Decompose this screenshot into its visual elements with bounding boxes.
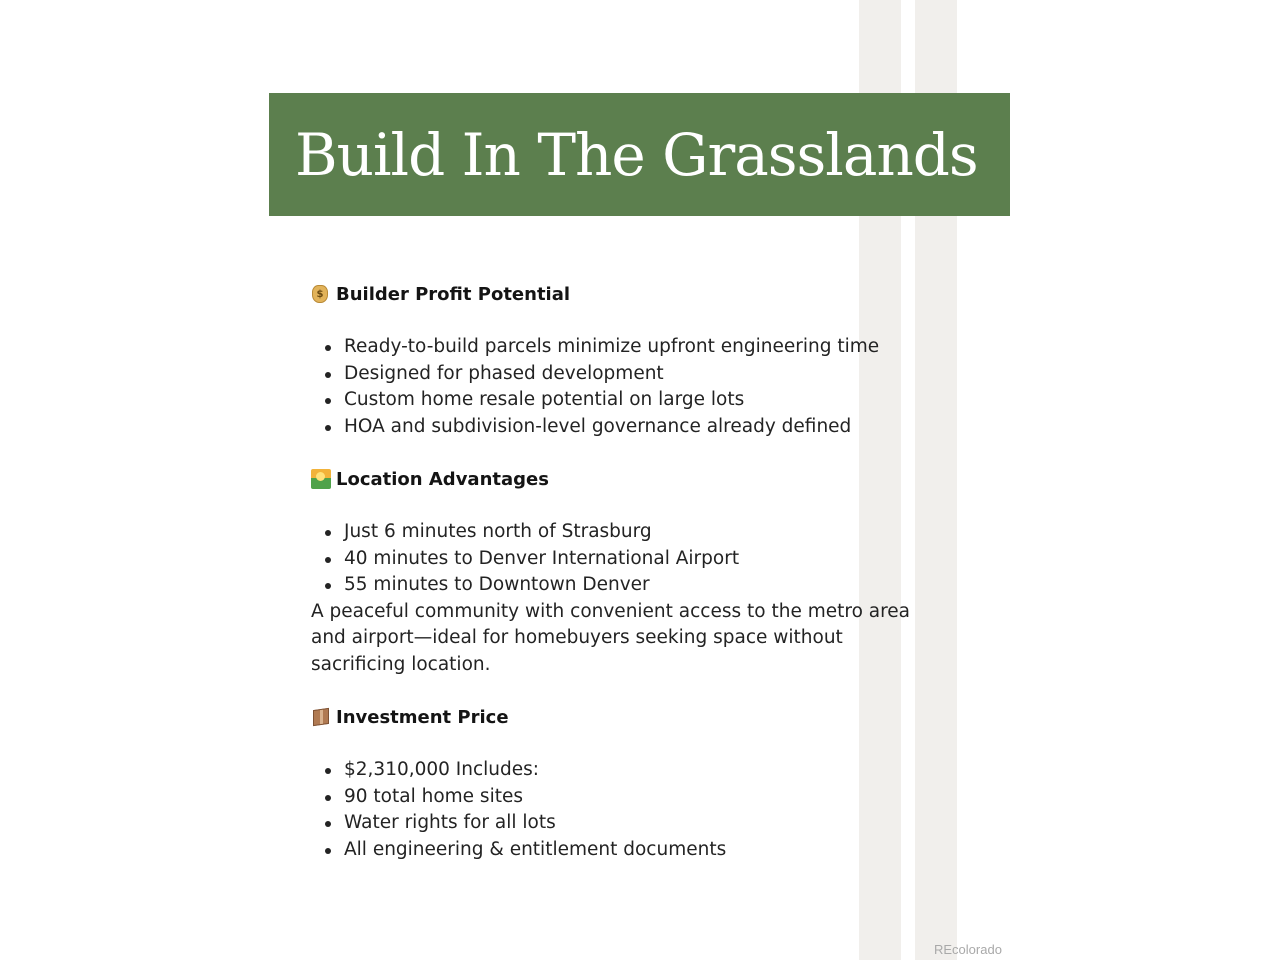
page-title: Build In The Grasslands xyxy=(295,120,978,189)
list-item: HOA and subdivision-level governance already defined xyxy=(311,414,1001,441)
section-heading-location xyxy=(311,466,1001,492)
list-item: Water rights for all lots xyxy=(311,810,1001,837)
list-item: 90 total home sites xyxy=(311,784,1001,811)
section-heading-text: Investment Price xyxy=(336,706,509,728)
location-description xyxy=(311,599,991,679)
paragraph-line: and airport—ideal for homebuyers seeking space without xyxy=(311,627,843,648)
list-item: 55 minutes to Downtown Denver xyxy=(311,572,1001,599)
list-item: Designed for phased development xyxy=(311,361,1001,388)
sunrise-landscape-icon xyxy=(311,469,331,489)
list-item: Ready-to-build parcels minimize upfront engineering time xyxy=(311,334,1001,361)
list-item: Custom home resale potential on large lots xyxy=(311,387,1001,414)
section-heading-builder-profit xyxy=(311,281,1001,307)
money-bag-icon: $ xyxy=(312,285,328,303)
flyer-content xyxy=(311,281,1001,863)
list-item: $2,310,000 Includes: xyxy=(311,757,1001,784)
section-heading-investment xyxy=(311,704,1001,730)
location-list xyxy=(311,519,1001,599)
investment-list xyxy=(311,757,1001,863)
list-item: 40 minutes to Denver International Airport xyxy=(311,546,1001,573)
paragraph-line: A peaceful community with convenient access to the metro area xyxy=(311,600,911,622)
builder-profit-list xyxy=(311,334,1001,440)
section-heading-text: Location Advantages xyxy=(336,468,549,490)
list-item: All engineering & entitlement documents xyxy=(311,837,1001,864)
watermark: REcolorado xyxy=(934,942,1002,957)
title-banner xyxy=(269,93,1010,216)
section-heading-text: Builder Profit Potential xyxy=(336,283,571,305)
package-icon xyxy=(313,708,329,726)
list-item: Just 6 minutes north of Strasburg xyxy=(311,519,1001,546)
paragraph-line: sacrificing location. xyxy=(311,653,491,675)
